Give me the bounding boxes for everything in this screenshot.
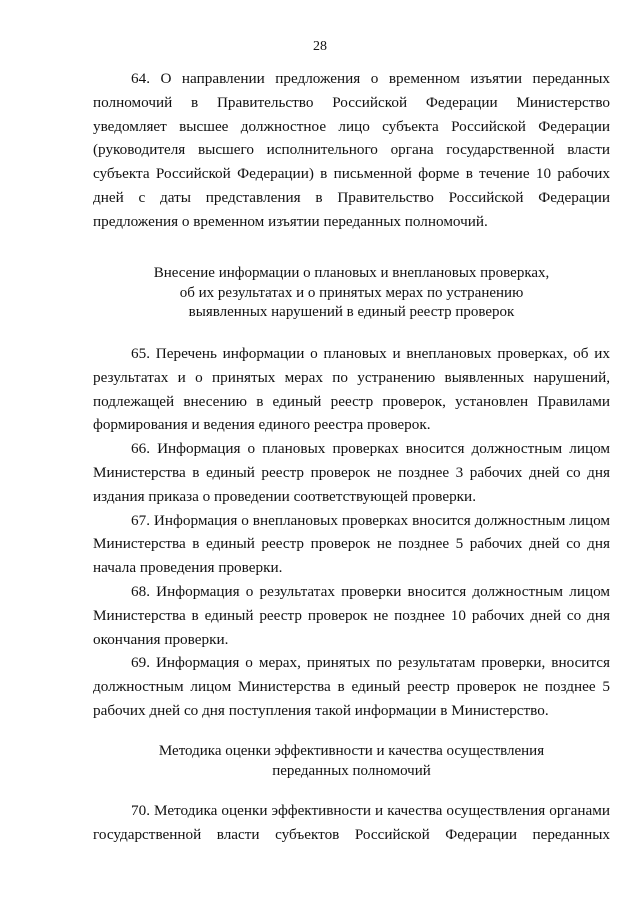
paragraph-70: 70. Методика оценки эффективности и качества осуществления органами государственной власти субъектов Российской Федерации переданных [93, 802, 610, 843]
heading-line: Методика оценки эффективности и качества осуществления [158, 743, 545, 759]
section-heading-registry [93, 264, 610, 323]
paragraph-67: 67. Информация о внеплановых проверках вносится должностным лицом Министерства в единый реестр проверок не позднее 5 рабочих дней со дня начала проведения проверки. [93, 511, 610, 577]
section-heading [93, 742, 610, 781]
heading-line: Внесение информации о плановых и внеплановых проверках, [153, 265, 550, 281]
paragraph-66: 66. Информация о плановых проверках вносится должностным лицом Министерства в единый реестр проверок не позднее 3 рабочих дней со дня издания приказа о проведении соответствующей проверки. [93, 440, 610, 505]
paragraph-64: 64. О направлении предложения о временном изъятии переданных полномочий в Правительство Российской Федерации Министерство уведомляет высшее должностное лицо субъекта Российской Федерации (руководителя высшего исполнительного органа государственной власти субъекта Российской Федерации) в письменной форме в течение 10 рабочих дней с даты представления в Правительство Российской Федерации предложения о временном изъятии переданных полномочий. [93, 70, 610, 230]
paragraphs-65-69-block [93, 342, 610, 723]
paragraph-64-block [93, 67, 610, 234]
heading-line: об их результатах и о принятых мерах по устранению [179, 284, 524, 301]
paragraph-69: 69. Информация о мерах, принятых по результатам проверки, вносится должностным лицом Министерства в единый реестр проверок не позднее 5 рабочих дней со дня поступления такой информации в Министерство. [93, 654, 610, 719]
section-heading-methodology [93, 742, 610, 781]
paragraph-65: 65. Перечень информации о плановых и внеплановых проверках, об их результатах и о принятых мерах по устранению выявленных нарушений, подлежащей внесению в единый реестр проверок, установлен Правилами формирования и ведения единого реестра проверок. [93, 345, 610, 434]
heading-line: переданных полномочий [272, 762, 431, 779]
section-heading [93, 264, 610, 323]
paragraph-68: 68. Информация о результатах проверки вносится должностным лицом Министерства в единый реестр проверок не позднее 10 рабочих дней со дня окончания проверки. [93, 582, 610, 648]
heading-line: выявленных нарушений в единый реестр проверок [188, 304, 515, 320]
paragraph-70-block [93, 799, 610, 847]
page-number: 28 [313, 39, 327, 54]
